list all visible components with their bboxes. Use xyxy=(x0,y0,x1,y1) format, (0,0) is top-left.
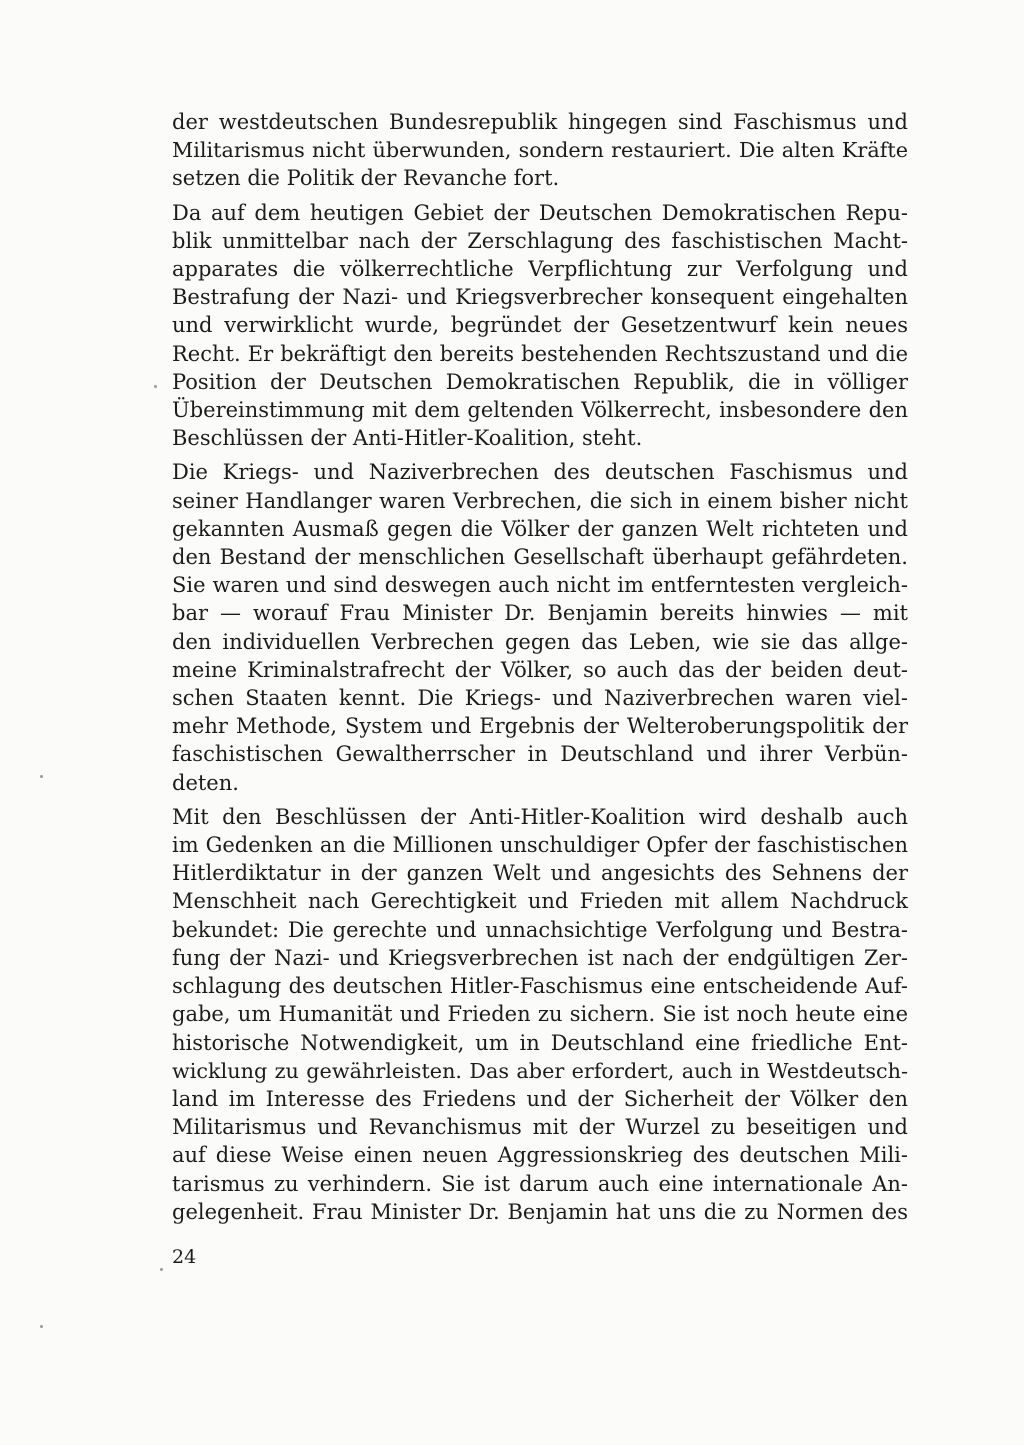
text-line: Position der Deutschen Demokratischen Republik, die in völliger xyxy=(172,369,908,394)
text-line: im Gedenken an die Millionen unschuldiger Opfer der faschistischen xyxy=(172,833,908,858)
text-line: Bestrafung der Nazi- und Kriegsverbrecher konsequent eingehalten xyxy=(172,285,908,310)
text-line: seiner Handlanger waren Verbrechen, die sich in einem bisher nicht xyxy=(172,488,908,513)
text-line: gekannten Ausmaß gegen die Völker der ganzen Welt richteten und xyxy=(172,516,908,541)
text-line: schlagung des deutschen Hitler-Faschismus eine entscheidende Auf- xyxy=(172,974,908,999)
text-line: gelegenheit. Frau Minister Dr. Benjamin hat uns die zu Normen des xyxy=(172,1199,908,1224)
text-line: gabe, um Humanität und Frieden zu sichern. Sie ist noch heute eine xyxy=(172,1002,908,1027)
text-line: Übereinstimmung mit dem geltenden Völkerrecht, insbesondere den xyxy=(172,398,908,423)
text-line: setzen die Politik der Revanche fort. xyxy=(172,166,560,191)
text-line: Die Kriegs- und Naziverbrechen des deutschen Faschismus und xyxy=(172,460,908,485)
text-line: Da auf dem heutigen Gebiet der Deutschen Demokratischen Repu- xyxy=(172,200,908,225)
text-line: faschistischen Gewaltherrscher in Deutschland und ihrer Verbün- xyxy=(172,742,908,767)
body-text xyxy=(172,108,908,1232)
scan-speck xyxy=(154,385,157,388)
text-line: den individuellen Verbrechen gegen das Leben, wie sie das allge- xyxy=(172,629,908,654)
text-line: Menschheit nach Gerechtigkeit und Frieden mit allem Nachdruck xyxy=(172,889,908,914)
paragraph-4 xyxy=(172,803,908,1226)
text-line: deten. xyxy=(172,770,239,795)
text-line: bar — worauf Frau Minister Dr. Benjamin bereits hinwies — mit xyxy=(172,601,908,626)
text-line: Hitlerdiktatur in der ganzen Welt und angesichts des Sehnens der xyxy=(172,861,908,886)
text-line: tarismus zu verhindern. Sie ist darum auch eine internationale An- xyxy=(172,1171,908,1196)
text-line: und verwirklicht wurde, begründet der Gesetzentwurf kein neues xyxy=(172,313,908,338)
scan-speck xyxy=(40,1325,43,1328)
text-line: wicklung zu gewährleisten. Das aber erfordert, auch in Westdeutsch- xyxy=(172,1058,908,1083)
text-line: Militarismus nicht überwunden, sondern restauriert. Die alten Kräfte xyxy=(172,138,908,163)
text-line: Mit den Beschlüssen der Anti-Hitler-Koalition wird deshalb auch xyxy=(172,804,908,829)
text-line: fung der Nazi- und Kriegsverbrechen ist nach der endgültigen Zer- xyxy=(172,945,908,970)
paragraph-1 xyxy=(172,108,908,193)
text-line: Militarismus und Revanchismus mit der Wurzel zu beseitigen und xyxy=(172,1115,908,1140)
paragraph-3 xyxy=(172,458,908,796)
text-line: apparates die völkerrechtliche Verpflichtung zur Verfolgung und xyxy=(172,257,908,282)
text-line: meine Kriminalstrafrecht der Völker, so auch das der beiden deut- xyxy=(172,657,908,682)
text-line: bekundet: Die gerechte und unnachsichtige Verfolgung und Bestra- xyxy=(172,917,908,942)
text-line: blik unmittelbar nach der Zerschlagung des faschistischen Macht- xyxy=(172,228,908,253)
text-line: Recht. Er bekräftigt den bereits bestehenden Rechtszustand und die xyxy=(172,341,908,366)
text-line: den Bestand der menschlichen Gesellschaft überhaupt gefährdeten. xyxy=(172,545,908,570)
text-line: schen Staaten kennt. Die Kriegs- und Naziverbrechen waren viel- xyxy=(172,686,908,711)
text-line: Beschlüssen der Anti-Hitler-Koalition, steht. xyxy=(172,426,643,451)
text-line: historische Notwendigkeit, um in Deutschland eine friedliche Ent- xyxy=(172,1030,908,1055)
text-line: Sie waren und sind deswegen auch nicht im entferntesten vergleich- xyxy=(172,573,908,598)
scan-speck xyxy=(160,1268,163,1271)
scan-speck xyxy=(40,775,43,778)
page-number: 24 xyxy=(172,1246,197,1268)
text-line: der westdeutschen Bundesrepublik hingegen sind Faschismus und xyxy=(172,110,908,134)
text-line: land im Interesse des Friedens und der Sicherheit der Völker den xyxy=(172,1086,908,1111)
text-line: mehr Methode, System und Ergebnis der Welteroberungspolitik der xyxy=(172,714,908,739)
paragraph-2 xyxy=(172,199,908,453)
text-line: auf diese Weise einen neuen Aggressionskrieg des deutschen Mili- xyxy=(172,1143,908,1168)
